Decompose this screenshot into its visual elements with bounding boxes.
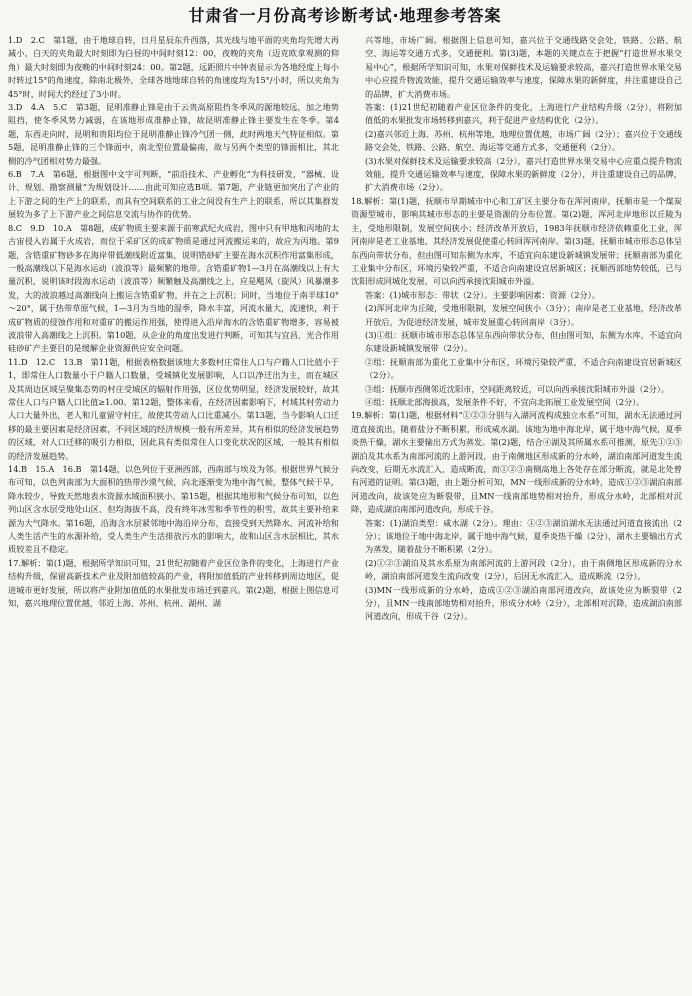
answer-block: 答案：(1)城市形态：带状（2分）。主要影响因素：资源（2分）。 xyxy=(365,289,600,300)
answer-block: (3)①组：抚顺市城市形态总体呈东西向带状分布，但由图可知，东侧为水库，不适宜向东建设新城镇发展带（2分）。 xyxy=(365,329,682,354)
answer-block: 3.D 4.A 5.C 第3题，昆明准静止锋是由于云贵高原阻挡冬季风的源地较远，加之地势阻挡，使冬季风势力减弱，在该地形成准静止锋，故昆明准静止锋主要发生在冬季。第4题，东西走向时，昆明和贵阳均位于昆明准静止锋冷气团一侧，此时两地天气特征相似。第5题，昆明准静止锋的三个锋面中，南北型位置最偏南，故与另两个类型的锋面相比，其北侧的冷气团相对势力最强。 xyxy=(8,102,339,166)
answer-block: 兴等地，市场广阔。根据图上信息可知，嘉兴位于交通线路交会处，铁路、公路、航空、海运等交通方式多，交通便利。第(3)题，本题的关键点在于把握“打造世界水果交易中心”，根据所学知识可知，水果对保鲜技术及运输要求较高，嘉兴打造世界水果交易中心应提升物流效能，提升交通运输效率与速度，保障水果的新鲜度，并注重建设自己的品牌，扩大消费市场。 xyxy=(365,35,682,99)
answer-block: 11.D 12.C 13.B 第11题，根据表格数据该地大多数村庄常住人口与户籍人口比值小于1，即常住人口数量小于户籍人口数量，受城镇化发展影响，人口以净迁出为主，而在城区及其周边区域呈聚集态势的村庄受城区的辐射作用强，区位优势明显，经济发展较好，故其常住人口与户籍人口比值≥1.00。第12题，整体来看，在经济因素影响下，村域其村劳动力人口大量外出，老人和儿童留守村庄，故使其劳动人口比重减小。第13题，当今影响人口迁移的最主要因素是经济因素，不同区域的经济规模一般有所差异，其有相似的经济发展趋势的区域，对人口迁移的吸引力相似，因此具有类似常住人口变化状况的区域，一般其有相似的经济发展趋势。 xyxy=(8,356,339,461)
answer-block: 14.B 15.A 16.B 第14题，以色列位于亚洲西部，西南部与埃及为邻。根据世界气候分布可知，以色列南部为大面积的热带沙漠气候，向北逐渐变为地中海气候，整体气候干旱，降水较少，导致天然地表水资源水域面积狭小。第15题，根据其地形和气候分布可知，以色列山区含水层受地处山区、但均海拔不高，没有终年冰雪和季节性的积雪，故其主要补给来源为大气降水。第16题，沿海含水层紧邻地中海沿岸分布，直接受到天然降水、河流补给和人类生活产生的水源补给，受人类生产生活排放污水的影响大，故和山区含水层相比，其水质较差且不稳定。 xyxy=(8,464,339,555)
answer-block: 18.解析：第(1)题，抚顺市早期城市中心和工矿区主要分布在浑河南岸，抚顺市是一个煤炭资源型城市，影响其城市形态的主要是资源的分布位置。第(2)题，浑河北岸地形以丘陵为主，受地形限制，发展空间狭小；经济改革开放后，1983年抚顺市经济依赖重化工业，浑河南岸是老工业基地，其经济发展促使重心转回浑河南岸。第(3)题，抚顺市城市形态总体呈东西向带状分布，但由图可知东侧为水库，不适宜向东建设新城镇发展带；抚顺南部为重化工业集中分布区，环境污染较严重，不适合向南建设宜居新城区；抚顺西部地势较低，已与沈阳形成同城化发展，可以向西承接沈阳城市外溢。 xyxy=(351,195,682,287)
left-column xyxy=(8,34,339,992)
answer-block: 17.解析：第(1)题，根据所学知识可知，21世纪初随着产业区位条件的变化，上海进行产业结构升级，保留高新技术产业及附加值较高的产业，将附加值低的产业转移到周边地区，促进城市更好发展，所以将产业附加值低的水果批发市场迁到嘉兴。第(2)题，根据上图信息可知，嘉兴地理位置优越，邻近上海、苏州、杭州、湖州、湖 xyxy=(8,557,339,609)
answer-block: ②组：抚顺南部为重化工业集中分布区，环境污染较严重，不适合向南建设宜居新城区（2分）。 xyxy=(365,356,682,381)
answer-block: (3)水果对保鲜技术及运输要求较高（2分），嘉兴打造世界水果交易中心应重点提升物流效能，提升交通运输效率与速度，保障水果的新鲜度（2分），并注重建设自己的品牌，扩大消费市场（2分）。 xyxy=(365,155,682,193)
answer-block: ④组：抚顺北部海拔高，发展条件不好，不宜向北拓展工业发展空间（2分）。 xyxy=(365,396,645,407)
answer-block: (2)①②③湖泊及其水系原为南部河流的上游河段（2分），由于南侧地区形成新的分水岭，湖泊南部河道发生流向改变（2分），后因无水流汇入，造成断流（2分）。 xyxy=(365,557,682,582)
answer-block: 答案：(1)湖泊类型：咸水湖（2分）。理由：①②③湖泊湖水无法通过河道直接流出（2分）；该地位于地中海北岸，属于地中海气候，夏季炎热干燥（2分），湖水主要输出方式为蒸发，随着盐分不断积累（2分）。 xyxy=(365,517,682,555)
right-column xyxy=(351,34,682,992)
answer-block: (2)嘉兴邻近上海、苏州、杭州等地，地理位置优越，市场广阔（2分）；嘉兴位于交通线路交会处，铁路、公路、航空、海运等交通方式多，交通便利（2分）。 xyxy=(365,128,682,153)
page-title: 甘肃省一月份高考诊断考试·地理参考答案 xyxy=(188,6,502,25)
answer-block: (3)MN一线形成新的分水岭，造成①②③湖泊南部河道改向，故该处应为断裂带（2分），且MN一线南部地势相对抬升，形成分水岭（2分），北部相对沉降，造成湖泊南部河道改向，形成干谷（2分）。 xyxy=(365,584,682,622)
answer-block: ③组：抚顺市西侧邻近沈阳市，空间距离较近，可以向西承接沈阳城市外溢（2分）。 xyxy=(365,383,670,394)
two-column-body xyxy=(8,34,682,992)
answer-block: 答案：(1)21世纪初随着产业区位条件的变化，上海进行产业结构升级（2分），将附加值低的水果批发市场转移到嘉兴，利于促进产业结构优化（2分）。 xyxy=(365,102,682,126)
answer-block: 6.B 7.A 第6题，根据图中文字可判断，“前沿技术、产业孵化”为科技研发，“器械、设计、规划、勘察测量”为规划设计……由此可知应选B项。第7题，产业链更加突出了产业的上下游之间的生产上的联系，而具有空间联系的工业之间没有生产上的联系，所以其集群发展较为多了上下游产业之间信息交流与协作的优势。 xyxy=(8,169,339,220)
answer-block: 8.C 9.D 10.A 第8题，成矿物质主要来源于前寒武纪火成岩，图中只有甲地和丙地的太古宙侵入岩属于火成岩，而位于采矿区的成矿物质是通过河流搬运来的，故应为丙地。第9题，含锆重矿物砂多在海岸带低潮线附近富集，说明锆砂矿主要在海水沉积作用富集形成，一般高潮线以下是海水运动（波浪等）最频繁的地带。含锆重矿物1—3月在高潮线以上有大量沉积，说明该时段海水运动（波浪等）频繁触及高潮线之上，应是飓风（旋风）风暴潮多发，大的波浪越过高潮线向上搬运含锆重矿物，并在之上沉积；同时，当地位于南半球10°～20°，属于热带草原气候，1—3月为当地的湿季，降水丰富，河流水量大，流速快，利于成矿物质的侵蚀作用和对重矿的搬运作用强，使得进入沿岸海水的含锆重矿物增多，容易被波浪带入高潮线之上沉积。第10题，从企业的角度出发进行判断，可知其与宜昌、光合作用硅砂矿产主要目的是缓解企业资源供应安全问题。 xyxy=(8,222,339,354)
answer-block: (2)浑河北岸为丘陵，受地形限制，发展空间狭小（3分）；南岸是老工业基地，经济改革开放后，为促进经济发展，城市发展重心转回南岸（3分）。 xyxy=(365,303,682,327)
answer-block: 19.解析：第(1)题，根据材料“①②③分别与入湖河流构成独立水系”可知，湖水无法通过河道直接流出，随着盐分不断积累，形成咸水湖。该地为地中海北岸，属于地中海气候，夏季炎热干燥，湖水主要输出方式为蒸发。第(2)题，结合④湖及其所属水系可推测，原先①②③湖泊及其水系为南部河流的上游河段，由于南侧地区形成新的分水岭，湖泊南部河道发生流向改变，后期无水流汇入，造成断流，而①②③南侧高地上各处存在部分断流，就是北处曾有河道的证明。第(3)题，由上题分析可知，MN一线形成新的分水岭，造成①②③湖泊南部河道改向，故该处应为断裂带，且MN一线南部地势相对抬升，形成分水岭，北部相对沉降，造成湖泊南部河道改向，形成干谷。 xyxy=(351,410,682,515)
answer-block: 1.D 2.C 第1题，由于地球自转，日月星辰东升西落，其光线与地平面的夹角均先增大再减小，白天的夹角最大时刻即为白昼的中间时刻12：00，夜晚的夹角（迈克欧拿观测的仰角）最大时刻即为夜晚的中间时刻24：00。第2题，远距照片中钟表显示为各地经度上每小时转过15°的角速度，除南北极外，全球各地地球自转的角速度均为15°/小时，所以夹角为45°时，时间大约经过了3小时。 xyxy=(8,35,339,99)
